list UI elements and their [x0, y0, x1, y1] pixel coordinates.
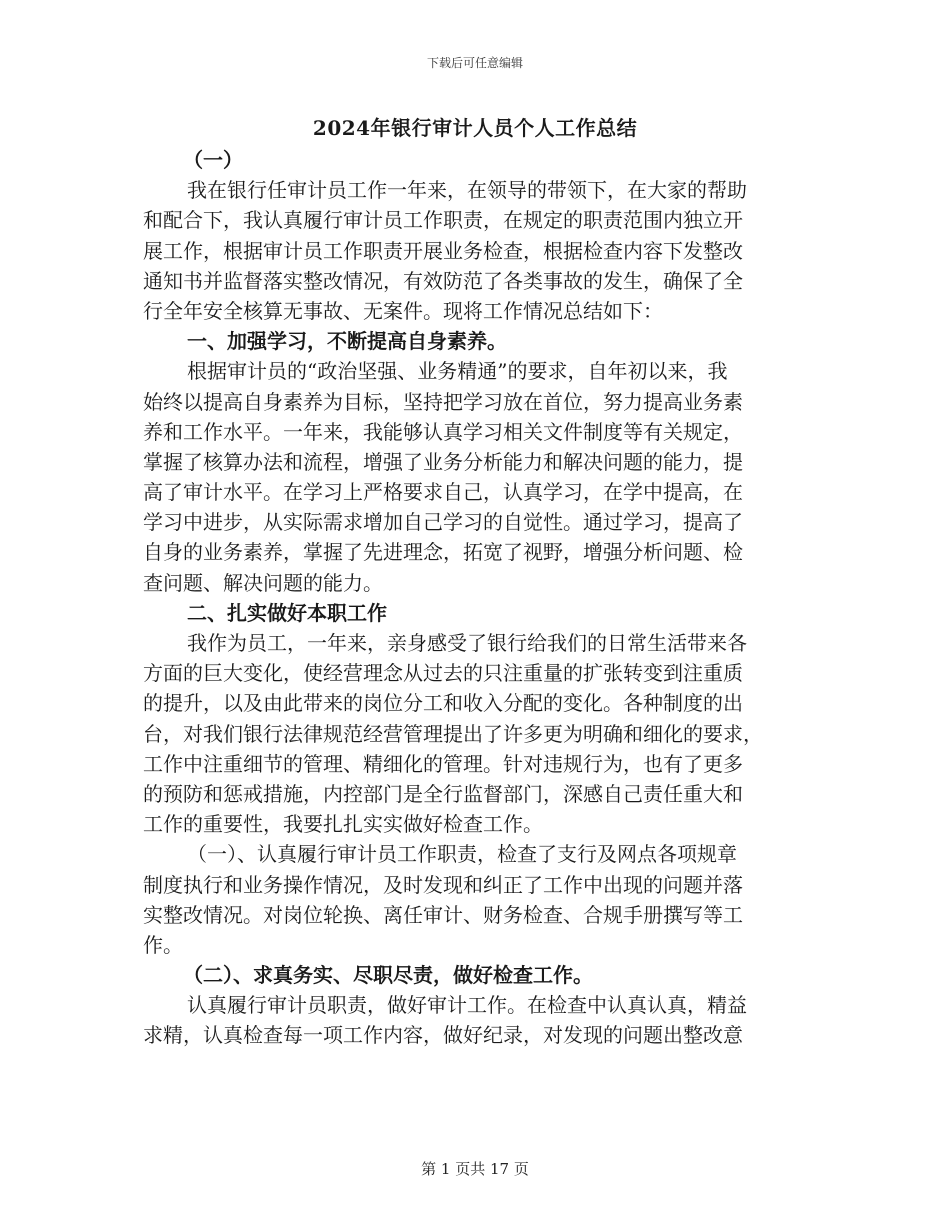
text-line: 查问题、解决问题的能力。: [143, 570, 383, 595]
text-line: 高了审计水平。在学习上严格要求自己，认真学习，在学中提高，在: [143, 480, 743, 505]
text-line: 自身的业务素养，掌握了先进理念，拓宽了视野，增强分析问题、检: [143, 540, 743, 565]
text-line: 始终以提高自身素养为目标，坚持把学习放在首位，努力提高业务素: [143, 389, 743, 414]
text-line: 方面的巨大变化，使经营理念从过去的只注重量的扩张转变到注重质: [143, 661, 743, 686]
text-line: 实整改情况。对岗位轮换、离任审计、财务检查、合规手册撰写等工: [143, 902, 743, 927]
text-line: （一）: [183, 148, 243, 172]
text-line: 工作的重要性，我要扎扎实实做好检查工作。: [143, 812, 543, 837]
text-line: 行全年安全核算无事故、无案件。现将工作情况总结如下：: [143, 298, 663, 323]
text-line: （一）、认真履行审计员工作职责，检查了支行及网点各项规章: [187, 842, 737, 867]
text-line: 工作中注重细节的管理、精细化的管理。针对违规行为，也有了更多: [143, 751, 743, 776]
header-note: 下载后可任意编辑: [426, 56, 523, 70]
text-line: 台，对我们银行法律规范经营管理提出了许多更为明确和细化的要求，: [143, 721, 763, 746]
text-line: 和配合下，我认真履行审计员工作职责，在规定的职责范围内独立开: [143, 208, 743, 233]
text-line: 养和工作水平。一年来，我能够认真学习相关文件制度等有关规定，: [143, 419, 743, 444]
text-line: 二、扎实做好本职工作: [187, 600, 387, 625]
text-line: 作。: [143, 932, 183, 957]
text-line: 学习中进步，从实际需求增加自己学习的自觉性。通过学习，提高了: [143, 510, 743, 535]
text-line: 认真履行审计员职责，做好审计工作。在检查中认真认真，精益: [187, 993, 747, 1018]
page-footer: 第 1 页共 17 页: [421, 1160, 529, 1178]
text-line: 我在银行任审计员工作一年来，在领导的带领下，在大家的帮助: [187, 178, 747, 203]
text-line: 展工作，根据审计员工作职责开展业务检查，根据检查内容下发整改: [143, 238, 743, 263]
text-line: 掌握了核算办法和流程，增强了业务分析能力和解决问题的能力，提: [143, 449, 743, 474]
text-line: 求精，认真检查每一项工作内容，做好纪录，对发现的问题出整改意: [143, 1023, 743, 1048]
text-line: 我作为员工，一年来，亲身感受了银行给我们的日常生活带来各: [187, 631, 747, 655]
text-line: 通知书并监督落实整改情况，有效防范了各类事故的发生，确保了全: [143, 268, 743, 293]
document-title: 2024年银行审计人员个人工作总结: [312, 116, 638, 140]
text-line: 的提升，以及由此带来的岗位分工和收入分配的变化。各种制度的出: [143, 691, 743, 716]
text-line: 的预防和惩戒措施，内控部门是全行监督部门，深感自己责任重大和: [143, 781, 743, 806]
text-line: 根据审计员的“政治坚强、业务精通”的要求，自年初以来，我: [187, 359, 728, 384]
text-line: （二）、求真务实、尽职尽责，做好检查工作。: [183, 963, 593, 988]
text-line: 一、加强学习，不断提高自身素养。: [187, 329, 507, 354]
document-body: [143, 145, 813, 1051]
text-line: 制度执行和业务操作情况，及时发现和纠正了工作中出现的问题并落: [143, 872, 743, 897]
